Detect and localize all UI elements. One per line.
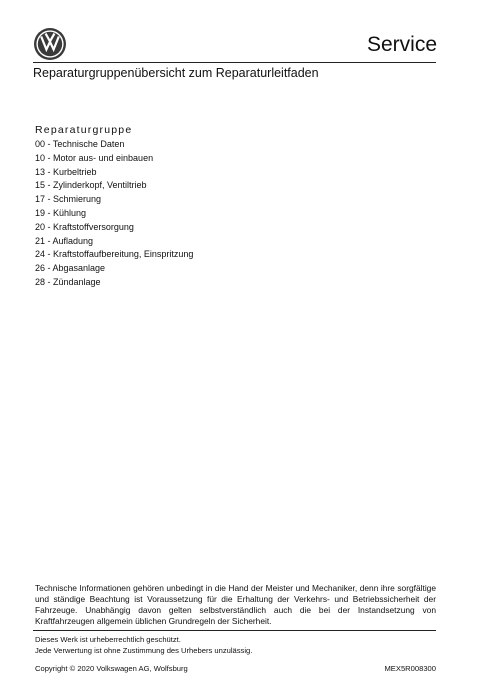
copyright-notice-line: Dieses Werk ist urheberrechtlich geschützt. <box>35 635 181 644</box>
repair-group-item[interactable]: 17 - Schmierung <box>35 194 102 205</box>
vw-logo-icon <box>33 27 67 61</box>
service-label: Service <box>366 33 437 56</box>
repair-group-item[interactable]: 19 - Kühlung <box>35 207 87 218</box>
page-subtitle: Reparaturgruppenübersicht zum Reparaturleitfaden <box>33 66 319 80</box>
copyright-text: Copyright © 2020 Volkswagen AG, Wolfsburg <box>35 664 188 673</box>
copyright-notice <box>35 634 252 656</box>
repair-group-item[interactable]: 26 - Abgasanlage <box>35 263 106 274</box>
copyright-notice-line: Jede Verwertung ist ohne Zustimmung des Urhebers unzulässig. <box>35 646 253 655</box>
section-heading: Reparaturgruppe <box>35 124 133 136</box>
repair-group-item[interactable]: 13 - Kurbeltrieb <box>35 166 97 177</box>
header-divider <box>33 62 436 63</box>
footer-divider <box>33 630 436 631</box>
repair-group-item[interactable]: 10 - Motor aus- und einbauen <box>35 152 154 163</box>
repair-group-item[interactable]: 15 - Zylinderkopf, Ventiltrieb <box>35 180 147 191</box>
repair-group-item[interactable]: 28 - Zündanlage <box>35 276 101 287</box>
document-number: MEX5R008300 <box>384 664 436 673</box>
repair-group-item[interactable]: 20 - Kraftstoffversorgung <box>35 221 134 232</box>
repair-group-list <box>35 138 193 290</box>
repair-group-item[interactable]: 00 - Technische Daten <box>35 139 125 149</box>
safety-notice: Technische Informationen gehören unbedingt in die Hand der Meister und Mechaniker, denn ihre sorgfältige und ständige Beachtung ist Voraussetzung für die Erhaltung der Verkehrs- und Betriebssicherheit der Fahrzeuge. Unabhängig davon gelten selbstverständlich auch die bei der Instandsetzung von Kraftfahrzeugen allgemein üblichen Grundregeln der Sicherheit. <box>35 583 436 626</box>
repair-group-item[interactable]: 21 - Aufladung <box>35 235 94 246</box>
repair-group-item[interactable]: 24 - Kraftstoffaufbereitung, Einspritzung <box>35 249 194 260</box>
